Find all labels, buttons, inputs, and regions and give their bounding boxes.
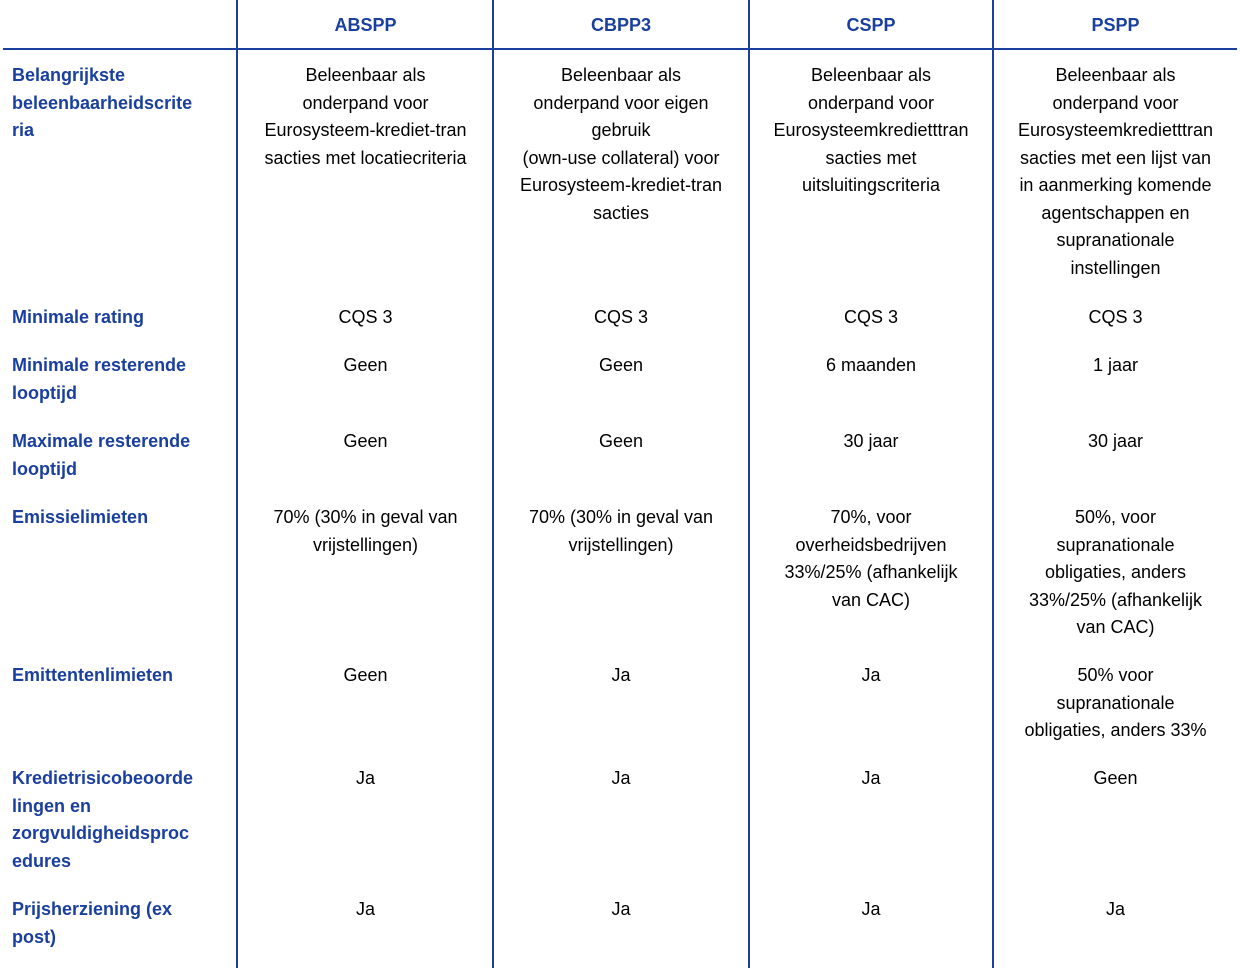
table-cell: Ja [355,768,375,788]
table-cell: Ja [861,768,881,788]
row-label-eligibility-criteria: Belangrijkste beleenbaarheidscrite ria [12,65,193,140]
column-header-pspp: PSPP [1091,15,1140,35]
table-cell: Ja [861,665,881,685]
table-cell: Beleenbaar als onderpand voor Eurosysteemkredietttran sacties met uitsluitingscriteria [773,65,969,195]
table-cell: CQS 3 [593,307,649,327]
row-label-maximum-remaining-maturity: Maximale resterende looptijd [12,431,191,479]
table-cell: Beleenbaar als onderpand voor eigen gebruik (own-use collateral) voor Eurosysteem-krediet-tran sacties [519,65,723,223]
table-cell: 1 jaar [1092,355,1139,375]
table-cell: Geen [1093,768,1138,788]
table-cell: 70%, voor overheidsbedrijven 33%/25% (afhankelijk van CAC) [784,507,958,610]
table-cell: CQS 3 [338,307,393,327]
column-header-cbpp3: CBPP3 [590,15,652,35]
row-label-issuer-limits: Emittentenlimieten [12,665,174,685]
table-cell: Ja [611,768,631,788]
table-cell: Geen [598,355,644,375]
table-cell: Ja [611,899,631,919]
table-cell: 30 jaar [843,431,899,451]
table-cell: 6 maanden [825,355,917,375]
table-cell: Ja [611,665,631,685]
row-label-price-review: Prijsherziening (ex post) [12,899,173,947]
row-label-issue-limits: Emissielimieten [12,507,149,527]
table-cell: Ja [861,899,881,919]
table-cell: Geen [343,431,388,451]
header-divider [3,48,1237,50]
column-header-cspp: CSPP [846,15,896,35]
table-cell: 50%, voor supranationale obligaties, anders 33%/25% (afhankelijk van CAC) [1028,507,1203,637]
column-header-abspp: ABSPP [334,15,397,35]
row-label-minimum-rating: Minimale rating [12,307,145,327]
table-cell: 70% (30% in geval van vrijstellingen) [528,507,714,555]
table-cell: Ja [355,899,375,919]
table-cell: Beleenbaar als onderpand voor Eurosysteemkredietttran sacties met een lijst van in aanmerking komende agentschappen en supranationale instellingen [1017,65,1214,278]
row-label-credit-risk-assessment: Kredietrisicobeoorde lingen en zorgvuldigheidsproc edures [12,768,194,871]
table-cell: Ja [1105,899,1125,919]
table-cell: CQS 3 [843,307,899,327]
row-label-minimum-remaining-maturity: Minimale resterende looptijd [12,355,187,403]
table-cell: Beleenbaar als onderpand voor Eurosysteem-krediet-tran sacties met locatiecriteria [264,65,467,168]
table-cell: 50% voor supranationale obligaties, anders 33% [1024,665,1207,740]
table-cell: Geen [598,431,644,451]
table-cell: 70% (30% in geval van vrijstellingen) [273,507,458,555]
table-cell: Geen [343,665,388,685]
table-cell: Geen [343,355,388,375]
table-cell: 30 jaar [1087,431,1144,451]
table-cell: CQS 3 [1088,307,1143,327]
